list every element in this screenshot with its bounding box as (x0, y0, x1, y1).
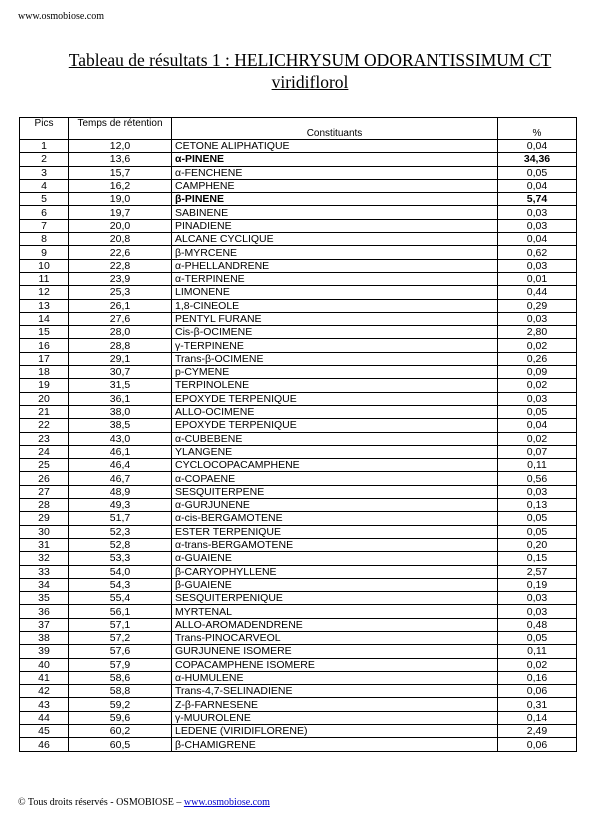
cell-constituant: SESQUITERPENIQUE (172, 592, 498, 605)
cell-constituant: CYCLOCOPACAMPHENE (172, 459, 498, 472)
cell-temps: 59,2 (69, 698, 172, 711)
cell-percent: 0,04 (498, 233, 577, 246)
cell-constituant: CETONE ALIPHATIQUE (172, 140, 498, 153)
cell-constituant: TERPINOLENE (172, 379, 498, 392)
cell-temps: 52,8 (69, 538, 172, 551)
table-row (20, 246, 577, 259)
cell-pic: 11 (20, 272, 69, 285)
cell-temps: 54,3 (69, 578, 172, 591)
table-row (20, 286, 577, 299)
cell-constituant: GURJUNENE ISOMERE (172, 645, 498, 658)
table-row (20, 552, 577, 565)
cell-constituant: ALCANE CYCLIQUE (172, 233, 498, 246)
cell-temps: 56,1 (69, 605, 172, 618)
cell-temps: 20,8 (69, 233, 172, 246)
cell-constituant: α-TERPINENE (172, 272, 498, 285)
cell-constituant: Cis-β-OCIMENE (172, 326, 498, 339)
cell-constituant: β-MYRCENE (172, 246, 498, 259)
cell-constituant: β-GUAIENE (172, 578, 498, 591)
cell-temps: 12,0 (69, 140, 172, 153)
cell-pic: 14 (20, 312, 69, 325)
header-percent: % (498, 118, 577, 140)
cell-percent: 0,19 (498, 578, 577, 591)
cell-constituant: α-FENCHENE (172, 166, 498, 179)
cell-percent: 0,04 (498, 419, 577, 432)
cell-percent: 0,03 (498, 605, 577, 618)
cell-pic: 35 (20, 592, 69, 605)
cell-pic: 17 (20, 352, 69, 365)
table-row (20, 738, 577, 751)
cell-percent: 0,02 (498, 379, 577, 392)
cell-temps: 48,9 (69, 485, 172, 498)
cell-pic: 1 (20, 140, 69, 153)
cell-constituant: Trans-β-OCIMENE (172, 352, 498, 365)
cell-pic: 42 (20, 685, 69, 698)
cell-temps: 22,8 (69, 259, 172, 272)
cell-constituant: ALLO-AROMADENDRENE (172, 618, 498, 631)
cell-constituant: α-HUMULENE (172, 671, 498, 684)
cell-pic: 23 (20, 432, 69, 445)
cell-pic: 31 (20, 538, 69, 551)
table-row (20, 658, 577, 671)
cell-temps: 31,5 (69, 379, 172, 392)
cell-temps: 60,5 (69, 738, 172, 751)
cell-temps: 46,7 (69, 472, 172, 485)
cell-pic: 27 (20, 485, 69, 498)
table-row (20, 685, 577, 698)
cell-percent: 0,03 (498, 592, 577, 605)
cell-temps: 23,9 (69, 272, 172, 285)
table-row (20, 352, 577, 365)
cell-percent: 0,11 (498, 645, 577, 658)
cell-percent: 0,02 (498, 658, 577, 671)
cell-percent: 0,06 (498, 738, 577, 751)
cell-temps: 54,0 (69, 565, 172, 578)
cell-constituant: ESTER TERPENIQUE (172, 525, 498, 538)
cell-pic: 37 (20, 618, 69, 631)
cell-pic: 34 (20, 578, 69, 591)
cell-percent: 2,80 (498, 326, 577, 339)
cell-constituant: CAMPHENE (172, 179, 498, 192)
cell-percent: 0,62 (498, 246, 577, 259)
cell-pic: 10 (20, 259, 69, 272)
cell-pic: 24 (20, 445, 69, 458)
cell-percent: 0,44 (498, 286, 577, 299)
table-row (20, 312, 577, 325)
table-row (20, 259, 577, 272)
cell-percent: 0,07 (498, 445, 577, 458)
table-row (20, 459, 577, 472)
cell-percent: 0,15 (498, 552, 577, 565)
cell-constituant: 1,8-CINEOLE (172, 299, 498, 312)
cell-pic: 5 (20, 193, 69, 206)
cell-constituant: YLANGENE (172, 445, 498, 458)
table-row (20, 193, 577, 206)
cell-percent: 0,03 (498, 259, 577, 272)
cell-temps: 49,3 (69, 499, 172, 512)
table-row (20, 631, 577, 644)
table-row (20, 233, 577, 246)
cell-pic: 8 (20, 233, 69, 246)
cell-percent: 0,04 (498, 140, 577, 153)
cell-temps: 58,6 (69, 671, 172, 684)
cell-percent: 0,29 (498, 299, 577, 312)
cell-pic: 12 (20, 286, 69, 299)
cell-pic: 32 (20, 552, 69, 565)
cell-percent: 0,13 (498, 499, 577, 512)
table-row (20, 512, 577, 525)
header-temps-retention: Temps de rétention (69, 118, 172, 140)
cell-constituant: LEDENE (VIRIDIFLORENE) (172, 725, 498, 738)
cell-pic: 36 (20, 605, 69, 618)
cell-pic: 3 (20, 166, 69, 179)
cell-temps: 58,8 (69, 685, 172, 698)
table-row (20, 698, 577, 711)
cell-temps: 19,7 (69, 206, 172, 219)
cell-pic: 7 (20, 219, 69, 232)
cell-pic: 41 (20, 671, 69, 684)
cell-constituant: α-PINENE (172, 153, 498, 166)
table-row (20, 445, 577, 458)
cell-pic: 33 (20, 565, 69, 578)
table-row (20, 272, 577, 285)
cell-constituant: α-trans-BERGAMOTENE (172, 538, 498, 551)
table-row (20, 525, 577, 538)
cell-temps: 46,1 (69, 445, 172, 458)
cell-constituant: COPACAMPHENE ISOMERE (172, 658, 498, 671)
table-row (20, 419, 577, 432)
cell-constituant: α-GUAIENE (172, 552, 498, 565)
cell-constituant: PENTYL FURANE (172, 312, 498, 325)
table-row (20, 153, 577, 166)
table-row (20, 538, 577, 551)
page-title-line1: Tableau de résultats 1 : HELICHRYSUM ODORANTISSIMUM CT (68, 50, 552, 70)
cell-percent: 0,05 (498, 631, 577, 644)
footer-copyright: © Tous droits réservés - OSMOBIOSE – (18, 797, 184, 808)
cell-percent: 0,03 (498, 485, 577, 498)
cell-percent: 0,04 (498, 179, 577, 192)
cell-constituant: Trans-4,7-SELINADIENE (172, 685, 498, 698)
cell-pic: 40 (20, 658, 69, 671)
cell-percent: 0,02 (498, 432, 577, 445)
cell-temps: 57,2 (69, 631, 172, 644)
cell-constituant: p-CYMENE (172, 366, 498, 379)
cell-pic: 21 (20, 405, 69, 418)
cell-constituant: SABINENE (172, 206, 498, 219)
cell-percent: 0,05 (498, 512, 577, 525)
table-row (20, 578, 577, 591)
cell-percent: 0,26 (498, 352, 577, 365)
cell-constituant: α-COPAENE (172, 472, 498, 485)
cell-temps: 38,0 (69, 405, 172, 418)
cell-temps: 16,2 (69, 179, 172, 192)
table-row (20, 366, 577, 379)
cell-constituant: SESQUITERPENE (172, 485, 498, 498)
cell-constituant: β-CHAMIGRENE (172, 738, 498, 751)
cell-pic: 29 (20, 512, 69, 525)
table-row (20, 671, 577, 684)
cell-constituant: Z-β-FARNESENE (172, 698, 498, 711)
table-row (20, 405, 577, 418)
cell-pic: 22 (20, 419, 69, 432)
cell-percent: 5,74 (498, 193, 577, 206)
footer (18, 797, 270, 808)
cell-constituant: β-PINENE (172, 193, 498, 206)
cell-pic: 44 (20, 711, 69, 724)
cell-temps: 57,1 (69, 618, 172, 631)
table-row (20, 166, 577, 179)
cell-temps: 29,1 (69, 352, 172, 365)
cell-temps: 60,2 (69, 725, 172, 738)
cell-constituant: PINADIENE (172, 219, 498, 232)
cell-pic: 6 (20, 206, 69, 219)
cell-constituant: α-PHELLANDRENE (172, 259, 498, 272)
cell-temps: 26,1 (69, 299, 172, 312)
cell-pic: 30 (20, 525, 69, 538)
cell-pic: 43 (20, 698, 69, 711)
table-row (20, 392, 577, 405)
cell-percent: 0,05 (498, 405, 577, 418)
table-row (20, 206, 577, 219)
table-row (20, 499, 577, 512)
cell-constituant: LIMONENE (172, 286, 498, 299)
cell-constituant: EPOXYDE TERPENIQUE (172, 419, 498, 432)
cell-pic: 38 (20, 631, 69, 644)
cell-temps: 59,6 (69, 711, 172, 724)
cell-temps: 28,0 (69, 326, 172, 339)
cell-temps: 51,7 (69, 512, 172, 525)
table-row (20, 219, 577, 232)
cell-percent: 0,03 (498, 219, 577, 232)
cell-percent: 0,03 (498, 392, 577, 405)
cell-percent: 0,03 (498, 206, 577, 219)
cell-pic: 15 (20, 326, 69, 339)
cell-pic: 45 (20, 725, 69, 738)
cell-pic: 25 (20, 459, 69, 472)
cell-constituant: γ-MUUROLENE (172, 711, 498, 724)
table-row (20, 299, 577, 312)
cell-temps: 57,9 (69, 658, 172, 671)
cell-temps: 25,3 (69, 286, 172, 299)
table-row (20, 592, 577, 605)
cell-constituant: α-cis-BERGAMOTENE (172, 512, 498, 525)
table-row (20, 140, 577, 153)
cell-percent: 0,56 (498, 472, 577, 485)
table-row (20, 725, 577, 738)
cell-constituant: β-CARYOPHYLLENE (172, 565, 498, 578)
cell-pic: 13 (20, 299, 69, 312)
cell-pic: 9 (20, 246, 69, 259)
cell-temps: 43,0 (69, 432, 172, 445)
cell-pic: 20 (20, 392, 69, 405)
site-url-header: www.osmobiose.com (18, 11, 105, 22)
cell-pic: 18 (20, 366, 69, 379)
table-row (20, 326, 577, 339)
cell-percent: 0,48 (498, 618, 577, 631)
cell-temps: 15,7 (69, 166, 172, 179)
cell-pic: 16 (20, 339, 69, 352)
header-constituants: Constituants (172, 118, 498, 140)
cell-temps: 55,4 (69, 592, 172, 605)
cell-constituant: γ-TERPINENE (172, 339, 498, 352)
cell-percent: 0,01 (498, 272, 577, 285)
cell-pic: 19 (20, 379, 69, 392)
cell-percent: 0,31 (498, 698, 577, 711)
cell-pic: 4 (20, 179, 69, 192)
cell-temps: 38,5 (69, 419, 172, 432)
cell-constituant: α-CUBEBENE (172, 432, 498, 445)
cell-percent: 0,05 (498, 166, 577, 179)
cell-constituant: α-GURJUNENE (172, 499, 498, 512)
cell-constituant: ALLO-OCIMENE (172, 405, 498, 418)
cell-pic: 46 (20, 738, 69, 751)
page-title-line2: viridiflorol (271, 72, 349, 92)
table-row (20, 618, 577, 631)
cell-pic: 2 (20, 153, 69, 166)
table-row (20, 605, 577, 618)
cell-temps: 30,7 (69, 366, 172, 379)
cell-percent: 0,09 (498, 366, 577, 379)
cell-constituant: MYRTENAL (172, 605, 498, 618)
cell-percent: 2,57 (498, 565, 577, 578)
results-table (19, 117, 577, 752)
cell-constituant: Trans-PINOCARVEOL (172, 631, 498, 644)
cell-percent: 0,14 (498, 711, 577, 724)
cell-percent: 2,49 (498, 725, 577, 738)
cell-percent: 0,16 (498, 671, 577, 684)
header-pics: Pics (20, 118, 69, 140)
cell-temps: 36,1 (69, 392, 172, 405)
cell-percent: 0,03 (498, 312, 577, 325)
cell-percent: 0,06 (498, 685, 577, 698)
table-row (20, 711, 577, 724)
table-row (20, 472, 577, 485)
table-row (20, 339, 577, 352)
cell-constituant: EPOXYDE TERPENIQUE (172, 392, 498, 405)
cell-percent: 34,36 (498, 153, 577, 166)
table-row (20, 565, 577, 578)
cell-pic: 28 (20, 499, 69, 512)
cell-temps: 22,6 (69, 246, 172, 259)
cell-pic: 26 (20, 472, 69, 485)
cell-temps: 20,0 (69, 219, 172, 232)
cell-temps: 28,8 (69, 339, 172, 352)
cell-temps: 13,6 (69, 153, 172, 166)
cell-temps: 46,4 (69, 459, 172, 472)
table-header-row (20, 118, 577, 140)
cell-temps: 19,0 (69, 193, 172, 206)
table-row (20, 432, 577, 445)
table-row (20, 379, 577, 392)
cell-percent: 0,05 (498, 525, 577, 538)
table-row (20, 179, 577, 192)
page-title (20, 49, 598, 93)
table-row (20, 645, 577, 658)
cell-percent: 0,02 (498, 339, 577, 352)
cell-percent: 0,20 (498, 538, 577, 551)
footer-link[interactable]: www.osmobiose.com (183, 797, 270, 808)
cell-temps: 52,3 (69, 525, 172, 538)
cell-temps: 57,6 (69, 645, 172, 658)
cell-percent: 0,11 (498, 459, 577, 472)
cell-temps: 53,3 (69, 552, 172, 565)
cell-pic: 39 (20, 645, 69, 658)
cell-temps: 27,6 (69, 312, 172, 325)
table-row (20, 485, 577, 498)
